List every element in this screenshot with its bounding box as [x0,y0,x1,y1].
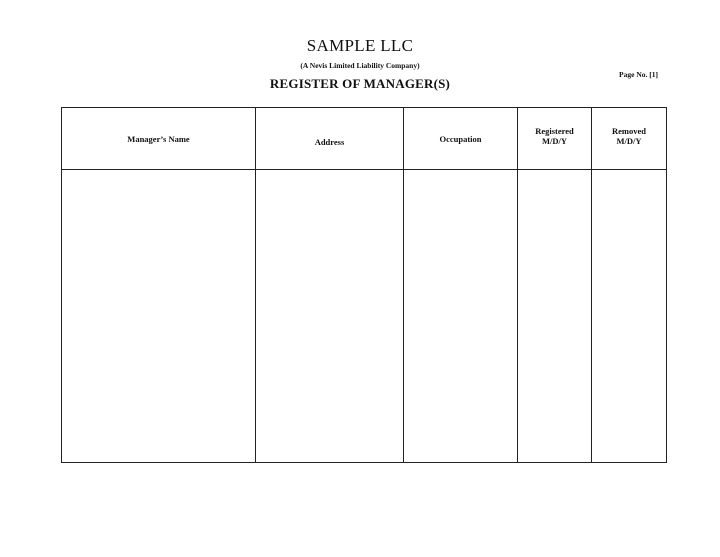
table-header-row [62,108,667,170]
cell-registered[interactable] [518,170,592,463]
cell-address[interactable] [256,170,404,463]
cell-removed[interactable] [592,170,667,463]
register-title: REGISTER OF MANAGER(S) [269,76,451,91]
table-row [62,170,667,463]
column-header-managers-name [62,108,256,170]
column-header-label: Occupation [439,133,482,144]
page-number: Page No. [1] [619,70,658,79]
column-header-removed [592,108,667,170]
company-name: SAMPLE LLC [306,36,414,55]
column-header-address [256,108,404,170]
column-header-sublabel: M/D/Y [541,135,568,146]
cell-managers-name[interactable] [62,170,256,463]
register-table [61,107,667,463]
column-header-occupation [404,108,518,170]
column-header-registered [518,108,592,170]
column-header-label: Registered [535,125,574,136]
cell-occupation[interactable] [404,170,518,463]
company-subtitle: (A Nevis Limited Liability Company) [300,61,420,70]
column-header-label: Address [314,136,345,147]
column-header-label: Manager’s Name [127,133,190,144]
column-header-label: Removed [612,125,646,136]
column-header-sublabel: M/D/Y [616,135,642,146]
